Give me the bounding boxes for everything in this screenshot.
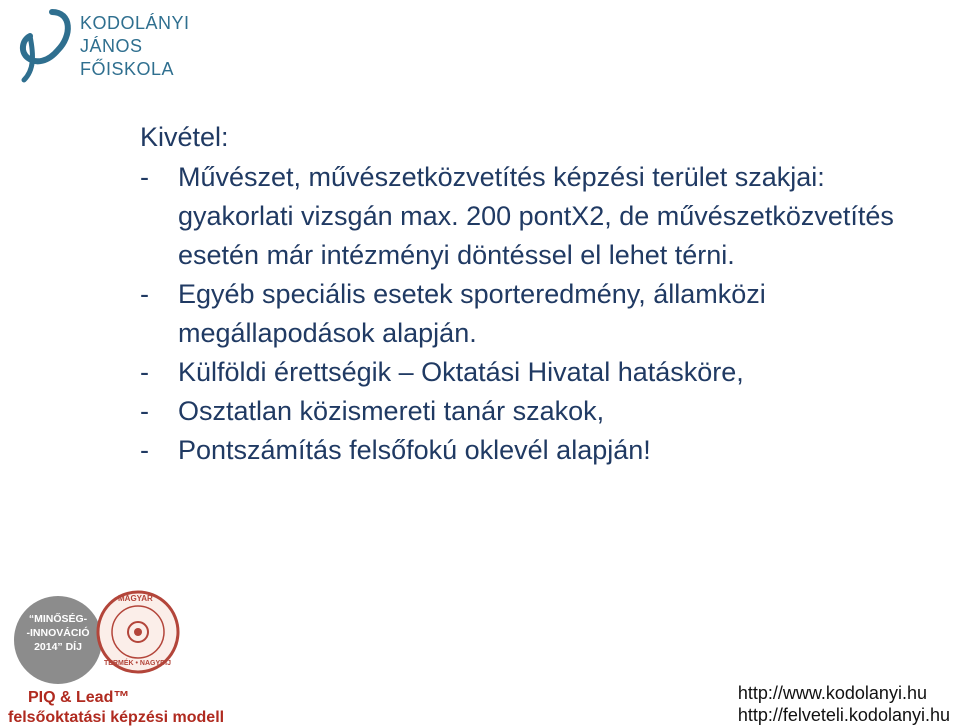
award-line: “MINŐSÉG- [28, 613, 88, 625]
logo-line: KODOLÁNYI [80, 13, 190, 33]
bullet-item [140, 392, 940, 431]
award-badges [10, 590, 190, 686]
admissions-link[interactable]: http://felveteli.kodolanyi.hu [737, 705, 950, 725]
seal-top-text: MAGYAR [118, 594, 153, 603]
footer-links [738, 682, 950, 726]
kodolanyi-logo [14, 6, 204, 84]
model-caption [8, 688, 224, 728]
award-line: 2014” DÍJ [34, 641, 82, 653]
logo-mark-icon [14, 6, 74, 84]
seal-bottom-text: TERMÉK • NAGYDÍJ [104, 660, 172, 667]
bullet-dash: - [140, 162, 149, 192]
award-text [18, 612, 98, 654]
slide-body [140, 118, 940, 470]
bullet-dash: - [140, 435, 149, 465]
bullet-text: Pontszámítás felsőfokú oklevél alapján! [178, 435, 651, 465]
bullet-text: Osztatlan közismereti tanár szakok, [178, 396, 605, 426]
bullet-dash: - [140, 396, 149, 426]
heading: Kivétel: [140, 122, 229, 152]
bullet-item [140, 431, 940, 470]
bullet-text: Egyéb speciális esetek sporteredmény, államközi megállapodások alapján. [178, 279, 766, 348]
bullet-dash: - [140, 279, 149, 309]
bullet-text: Külföldi érettségik – Oktatási Hivatal hatásköre, [178, 357, 744, 387]
model-subtitle: felsőoktatási képzési modell [8, 709, 225, 726]
bullet-item [140, 353, 940, 392]
bullet-dash: - [140, 357, 149, 387]
logo-text [80, 12, 190, 81]
website-link[interactable]: http://www.kodolanyi.hu [737, 683, 927, 703]
bullet-item [140, 275, 940, 353]
model-title: PIQ & Lead™ [28, 689, 130, 706]
award-line: -INNOVÁCIÓ [26, 627, 90, 639]
bullet-text: Művészet, művészetközvetítés képzési terület szakjai: gyakorlati vizsgán max. 200 pontX2, de művészetközvetítés esetén már intézményi döntéssel el lehet térni. [178, 162, 894, 270]
bullet-item [140, 158, 940, 275]
logo-line: FŐISKOLA [80, 59, 175, 79]
logo-line: JÁNOS [80, 36, 143, 56]
